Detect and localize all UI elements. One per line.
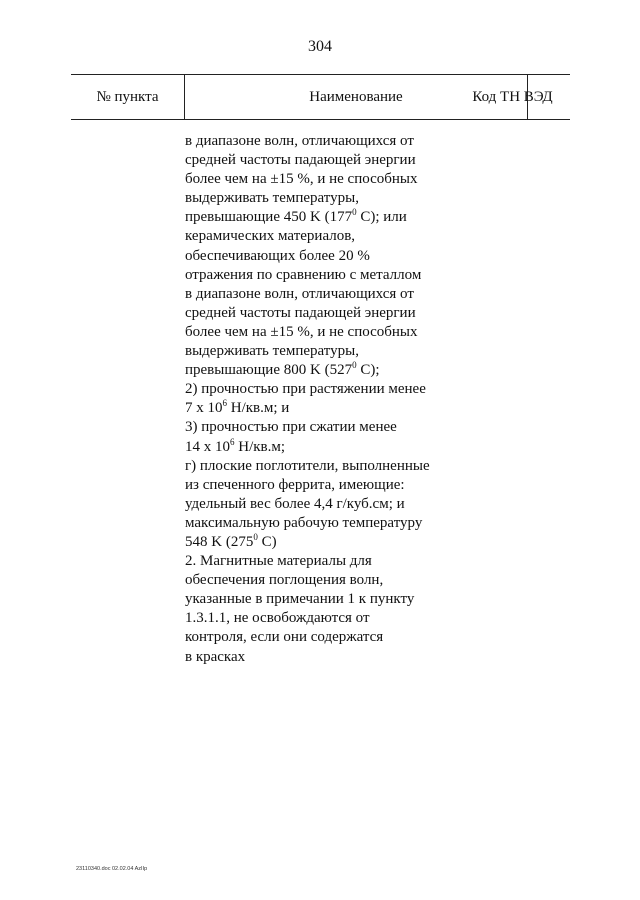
text-line: указанные в примечании 1 к пункту	[185, 591, 415, 608]
text-line: контроля, если они содержатся	[185, 629, 384, 646]
text-line: обеспечения поглощения волн,	[185, 572, 384, 589]
column-header-code: Код ТН ВЭД	[472, 89, 553, 105]
text-fragment: Н/кв.м; и	[227, 400, 290, 417]
text-line: более чем на ±15 %, и не способных	[185, 323, 418, 340]
text-line: в диапазоне волн, отличающихся от	[185, 285, 414, 302]
text-fragment: 548 K (275	[185, 533, 254, 550]
text-line: обеспечивающих более 20 %	[185, 247, 370, 264]
text-fragment: C); или	[356, 209, 407, 226]
text-line	[185, 438, 470, 457]
column-header-name: Наименование	[184, 75, 528, 119]
text-fragment: C);	[356, 362, 380, 379]
text-line: выдерживать температуры,	[185, 190, 359, 207]
table-header	[71, 74, 570, 120]
text-line: 3) прочностью при сжатии менее	[185, 419, 397, 436]
text-line	[185, 361, 470, 380]
text-line: в красках	[185, 648, 246, 665]
text-line: более чем на ±15 %, и не способных	[185, 171, 418, 188]
description-text	[185, 132, 470, 667]
file-footer: 23110340.doc 02.02.04 AzIIp	[76, 866, 148, 872]
column-header-number: № пункта	[96, 89, 159, 105]
text-line	[185, 399, 470, 418]
page-number: 304	[308, 38, 332, 55]
superscript: 0	[352, 207, 357, 218]
text-line: 2) прочностью при растяжении менее	[185, 381, 426, 398]
text-line: г) плоские поглотители, выполненные	[185, 457, 430, 474]
text-line	[185, 533, 470, 552]
text-fragment: 7 x 10	[185, 400, 223, 417]
text-fragment: 14 x 10	[185, 438, 230, 455]
superscript: 6	[230, 436, 235, 447]
text-line: средней частоты падающей энергии	[185, 152, 416, 169]
text-line: отражения по сравнению с металлом	[185, 266, 422, 283]
text-line: 1.3.1.1, не освобождаются от	[185, 610, 370, 627]
superscript: 0	[352, 360, 357, 371]
text-line: из спеченного феррита, имеющие:	[185, 476, 405, 493]
text-line: 2. Магнитные материалы для	[185, 553, 372, 570]
text-line	[185, 208, 470, 227]
superscript: 6	[222, 398, 227, 409]
text-line: максимальную рабочую температуру	[185, 514, 423, 531]
text-line: керамических материалов,	[185, 228, 356, 245]
text-line: в диапазоне волн, отличающихся от	[185, 133, 414, 149]
text-line: средней частоты падающей энергии	[185, 304, 416, 321]
text-fragment: Н/кв.м;	[234, 438, 286, 455]
text-fragment: C)	[257, 533, 277, 550]
text-fragment: превышающие 800 K (527	[185, 362, 353, 379]
superscript: 0	[253, 531, 258, 542]
text-fragment: превышающие 450 K (177	[185, 209, 353, 226]
text-line: выдерживать температуры,	[185, 343, 359, 360]
text-line: удельный вес более 4,4 г/куб.см; и	[185, 495, 405, 512]
